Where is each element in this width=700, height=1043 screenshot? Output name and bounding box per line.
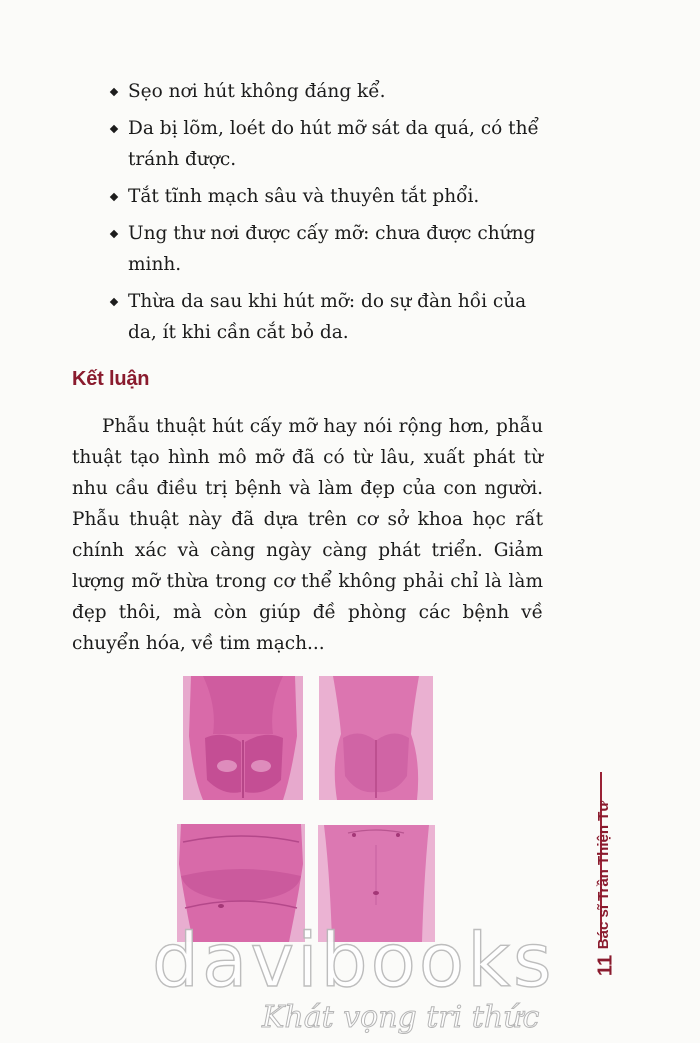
- list-item: [100, 286, 540, 348]
- list-item: [100, 76, 540, 107]
- watermark-tagline: Khát vọng tri thức: [262, 1000, 540, 1035]
- section-heading: Kết luận: [72, 368, 150, 390]
- list-item-text: Da bị lõm, loét do hút mỡ sát da quá, có thể tránh được.: [128, 118, 539, 170]
- diamond-bullet-icon: [110, 298, 118, 306]
- watermark-brand: davibooks: [152, 918, 555, 1004]
- list-item: [100, 113, 540, 175]
- list-item: [100, 181, 540, 212]
- diamond-bullet-icon: [110, 125, 118, 133]
- list-item-text: Sẹo nơi hút không đáng kể.: [128, 81, 386, 102]
- list-item-text: Ung thư nơi được cấy mỡ: chưa được chứng minh.: [128, 223, 536, 275]
- list-item: [100, 218, 540, 280]
- diamond-bullet-icon: [110, 193, 118, 201]
- list-item-text: Thừa da sau khi hút mỡ: do sự đàn hồi của da, ít khi cần cắt bỏ da.: [128, 291, 527, 343]
- author-running-head: Bác sĩ Trần Thiện Tư: [595, 800, 612, 950]
- list-item-text: Tắt tĩnh mạch sâu và thuyên tắt phổi.: [128, 186, 480, 207]
- page-number: 11: [594, 954, 617, 977]
- diamond-bullet-icon: [110, 88, 118, 96]
- before-back-photo: [183, 676, 303, 800]
- after-back-photo: [319, 676, 433, 800]
- complication-list: [100, 76, 540, 354]
- diamond-bullet-icon: [110, 230, 118, 238]
- conclusion-paragraph: Phẫu thuật hút cấy mỡ hay nói rộng hơn, phẫu thuật tạo hình mô mỡ đã có từ lâu, xuất phát từ nhu cầu điều trị bệnh và làm đẹp của con người. Phẫu thuật này đã dựa trên cơ sở khoa học rất chính xác và càng ngày càng phát triển. Giảm lượng mỡ thừa trong cơ thể không phải chỉ là làm đẹp thôi, mà còn giúp đề phòng các bệnh về chuyển hóa, về tim mạch...: [72, 416, 543, 654]
